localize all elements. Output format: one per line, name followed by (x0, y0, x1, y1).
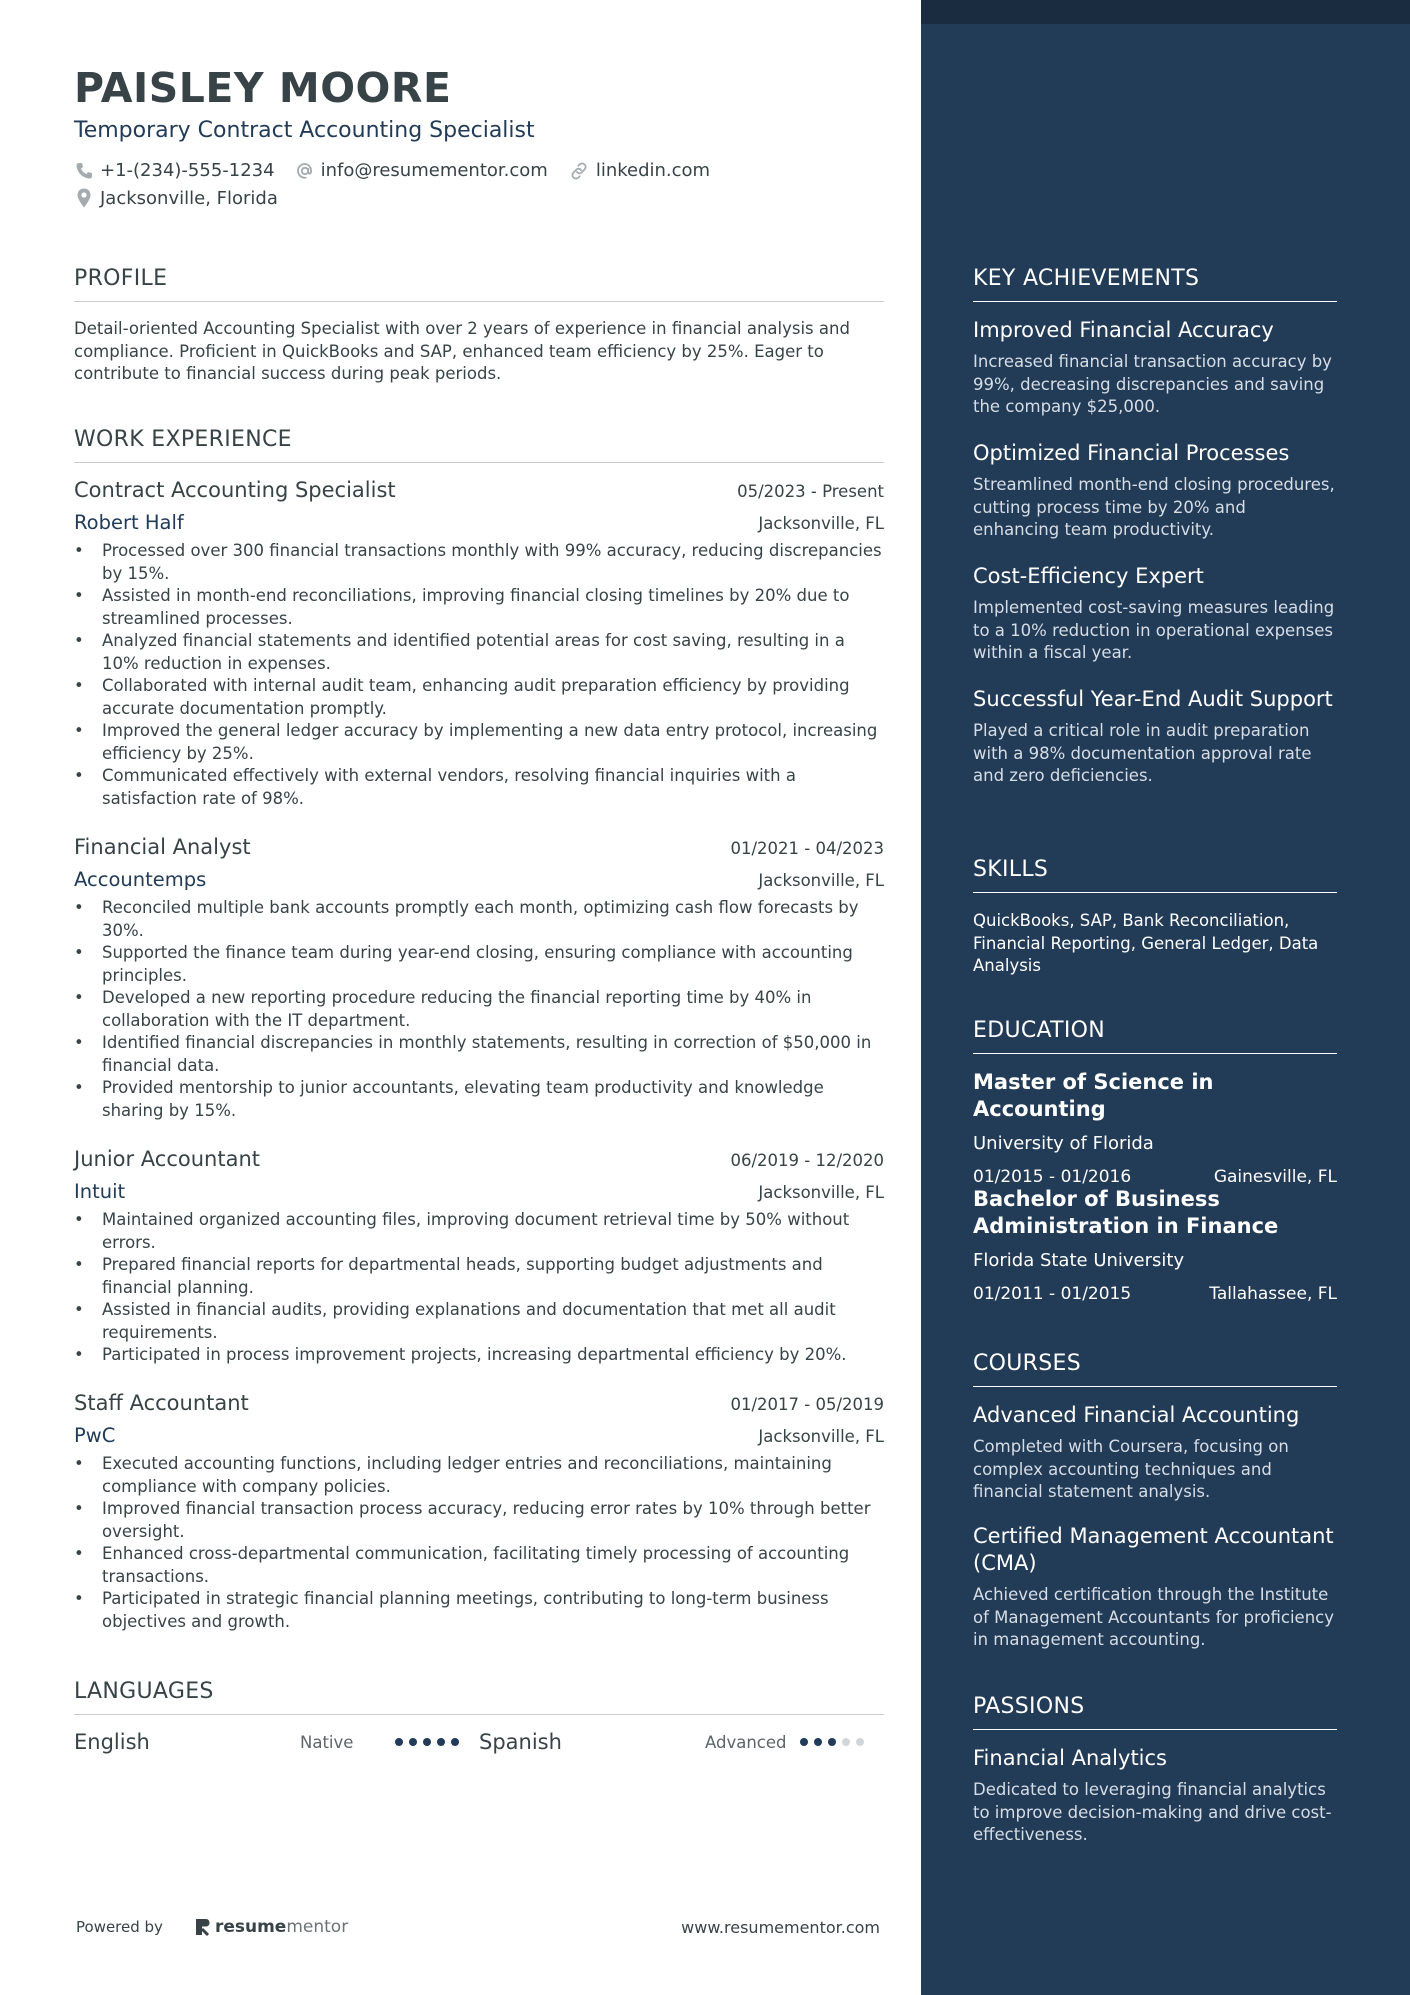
education-degree: Master of Science in Accounting (973, 1070, 1214, 1121)
powered-by (76, 1917, 348, 1937)
job-entry (74, 1391, 884, 1633)
job-location: Jacksonville, FL (758, 1183, 884, 1202)
proficiency-dot-filled (395, 1738, 403, 1746)
education-item (973, 1069, 1337, 1187)
passion-item (973, 1745, 1337, 1847)
course-desc: Achieved certification through the Institute of Management Accountants for proficiency in management accounting. (973, 1585, 1335, 1649)
achievement-desc: Played a critical role in audit preparation with a 98% documentation approval rate and zero deficiencies. (973, 721, 1312, 785)
job-bullets (74, 540, 884, 810)
sidebar-top-band (921, 0, 1410, 24)
brand-bold: resume (214, 1917, 287, 1937)
education-heading: EDUCATION (973, 1018, 1337, 1054)
education-item (973, 1186, 1337, 1304)
email-link[interactable]: info@resumementor.com (320, 160, 548, 181)
job-title: Financial Analyst (74, 835, 251, 859)
job-bullet: • Assisted in financial audits, providing explanations and documentation that met all audit requirements. (74, 1299, 884, 1344)
job-bullets (74, 1453, 884, 1633)
proficiency-dot-filled (451, 1738, 459, 1746)
achievement-desc: Implemented cost-saving measures leading to a 10% reduction in operational expenses within a fiscal year. (973, 598, 1335, 662)
language-name: Spanish (479, 1730, 562, 1754)
achievement-title: Improved Financial Accuracy (973, 318, 1274, 342)
job-bullet: • Participated in strategic financial planning meetings, contributing to long-term business objectives and growth. (74, 1588, 884, 1633)
achievement-item (973, 686, 1337, 788)
job-company: Accountemps (74, 868, 207, 891)
job-bullet: • Improved financial transaction process accuracy, reducing error rates by 10% through better oversight. (74, 1498, 884, 1543)
job-bullet: • Prepared financial reports for departmental heads, supporting budget adjustments and financial planning. (74, 1254, 884, 1299)
job-bullets (74, 1209, 884, 1367)
profile-heading: PROFILE (74, 266, 884, 302)
contact-email[interactable] (295, 160, 548, 181)
job-company: Robert Half (74, 511, 184, 534)
job-bullet: • Collaborated with internal audit team, enhancing audit preparation efficiency by providing accurate documentation promptly. (74, 675, 884, 720)
at-sign-icon (295, 161, 315, 181)
passion-title: Financial Analytics (973, 1746, 1167, 1770)
brand-logo[interactable] (193, 1917, 348, 1937)
job-company: Intuit (74, 1180, 126, 1203)
contact-row-location (74, 187, 298, 209)
proficiency-dot-empty (856, 1738, 864, 1746)
proficiency-dots (800, 1738, 870, 1746)
education-school: Florida State University (973, 1250, 1185, 1271)
education-degree: Bachelor of Business Administration in Finance (973, 1187, 1279, 1238)
location-text: Jacksonville, Florida (100, 187, 278, 209)
proficiency-dot-filled (828, 1738, 836, 1746)
job-bullet: • Communicated effectively with external vendors, resolving financial inquiries with a satisfaction rate of 98%. (74, 765, 884, 810)
job-company: PwC (74, 1424, 116, 1447)
passion-desc: Dedicated to leveraging financial analytics to improve decision-making and drive cost-effectiveness. (973, 1780, 1332, 1844)
job-bullets (74, 897, 884, 1122)
job-bullet: • Identified financial discrepancies in monthly statements, resulting in correction of $50,000 in financial data. (74, 1032, 884, 1077)
job-bullet: • Improved the general ledger accuracy by implementing a new data entry protocol, increasing efficiency by 25%. (74, 720, 884, 765)
job-bullet: • Assisted in month-end reconciliations, improving financial closing timelines by 20% due to streamlined processes. (74, 585, 884, 630)
achievement-title: Optimized Financial Processes (973, 441, 1290, 465)
languages-heading: LANGUAGES (74, 1679, 884, 1715)
phone-text: +1-(234)-555-1234 (100, 160, 275, 181)
achievement-item (973, 440, 1337, 542)
job-bullet: • Reconciled multiple bank accounts promptly each month, optimizing cash flow forecasts by 30%. (74, 897, 884, 942)
language-level: Advanced (705, 1732, 787, 1752)
achievement-item (973, 563, 1337, 665)
phone-icon (74, 161, 94, 181)
job-bullet: • Supported the finance team during year-end closing, ensuring compliance with accounting principles. (74, 942, 884, 987)
work-experience-heading: WORK EXPERIENCE (74, 427, 884, 463)
footer (76, 1917, 880, 1937)
job-entry (74, 1147, 884, 1367)
job-title: Contract Accounting Specialist (74, 478, 396, 502)
profile-text: Detail-oriented Accounting Specialist with over 2 years of experience in financial analysis and compliance. Proficient in QuickBooks and SAP, enhanced team efficiency by 25%. Eager to contribute to financial success during peak periods. (74, 319, 850, 383)
proficiency-dot-filled (409, 1738, 417, 1746)
achievement-title: Cost-Efficiency Expert (973, 564, 1204, 588)
language-item (74, 1730, 479, 1754)
course-title: Certified Management Accountant (CMA) (973, 1524, 1334, 1575)
education-location: Gainesville, FL (1213, 1167, 1337, 1187)
language-name: English (74, 1730, 150, 1754)
job-bullet: • Enhanced cross-departmental communication, facilitating timely processing of accounting transactions. (74, 1543, 884, 1588)
job-location: Jacksonville, FL (758, 1427, 884, 1446)
language-item (479, 1730, 884, 1754)
job-entry (74, 478, 884, 810)
job-title: Staff Accountant (74, 1391, 249, 1415)
language-level: Native (300, 1732, 354, 1752)
job-bullet: • Developed a new reporting procedure reducing the financial reporting time by 40% in collaboration with the IT department. (74, 987, 884, 1032)
job-bullet: • Participated in process improvement projects, increasing departmental efficiency by 20%. (74, 1344, 884, 1367)
course-desc: Completed with Coursera, focusing on complex accounting techniques and financial statement analysis. (973, 1437, 1289, 1501)
job-bullet: • Analyzed financial statements and identified potential areas for cost saving, resulting in a 10% reduction in expenses. (74, 630, 884, 675)
candidate-role: Temporary Contract Accounting Specialist (74, 118, 535, 143)
proficiency-dots (395, 1738, 465, 1746)
course-title: Advanced Financial Accounting (973, 1403, 1300, 1427)
proficiency-dot-filled (814, 1738, 822, 1746)
job-entry (74, 835, 884, 1122)
linkedin-link[interactable]: linkedin.com (595, 160, 711, 181)
job-date: 06/2019 - 12/2020 (730, 1151, 884, 1170)
contact-phone (74, 160, 275, 181)
education-school: University of Florida (973, 1133, 1154, 1154)
job-date: 01/2017 - 05/2019 (730, 1395, 884, 1414)
achievement-desc: Increased financial transaction accuracy by 99%, decreasing discrepancies and saving the company $25,000. (973, 352, 1332, 416)
key-achievements-heading: KEY ACHIEVEMENTS (973, 266, 1337, 302)
job-location: Jacksonville, FL (758, 514, 884, 533)
location-pin-icon (74, 187, 94, 209)
job-bullet: • Processed over 300 financial transactions monthly with 99% accuracy, reducing discrepancies by 15%. (74, 540, 884, 585)
education-location: Tallahassee, FL (1209, 1284, 1337, 1304)
proficiency-dot-filled (800, 1738, 808, 1746)
job-date: 01/2021 - 04/2023 (730, 839, 884, 858)
education-date: 01/2015 - 01/2016 (973, 1167, 1132, 1187)
job-title: Junior Accountant (74, 1147, 261, 1171)
contact-linkedin[interactable] (568, 160, 710, 181)
link-icon (568, 161, 590, 181)
achievement-desc: Streamlined month-end closing procedures, cutting process time by 20% and enhancing team productivity. (973, 475, 1335, 539)
course-item (973, 1523, 1337, 1652)
course-item (973, 1402, 1337, 1504)
brand-light: mentor (286, 1917, 349, 1937)
courses-heading: COURSES (973, 1351, 1337, 1387)
proficiency-dot-filled (437, 1738, 445, 1746)
job-bullet: • Executed accounting functions, including ledger entries and reconciliations, maintaining compliance with company policies. (74, 1453, 884, 1498)
resumementor-logo-icon (193, 1917, 211, 1937)
contact-location (74, 187, 278, 209)
job-date: 05/2023 - Present (737, 482, 884, 501)
achievement-title: Successful Year-End Audit Support (973, 687, 1333, 711)
proficiency-dot-empty (842, 1738, 850, 1746)
education-date: 01/2011 - 01/2015 (973, 1284, 1132, 1304)
job-bullet: • Provided mentorship to junior accountants, elevating team productivity and knowledge sharing by 15%. (74, 1077, 884, 1122)
passions-heading: PASSIONS (973, 1694, 1337, 1730)
achievement-item (973, 317, 1337, 419)
skills-text: QuickBooks, SAP, Bank Reconciliation, Financial Reporting, General Ledger, Data Analysis (973, 911, 1319, 975)
sidebar (921, 0, 1410, 1995)
contact-row (74, 160, 730, 181)
job-bullet: • Maintained organized accounting files, improving document retrieval time by 50% without errors. (74, 1209, 884, 1254)
job-location: Jacksonville, FL (758, 871, 884, 890)
proficiency-dot-filled (423, 1738, 431, 1746)
candidate-name: PAISLEY MOORE (74, 64, 452, 112)
skills-heading: SKILLS (973, 857, 1337, 893)
powered-by-label: Powered by (76, 1918, 163, 1936)
website-link[interactable]: www.resumementor.com (681, 1917, 880, 1937)
languages-row (74, 1730, 884, 1754)
